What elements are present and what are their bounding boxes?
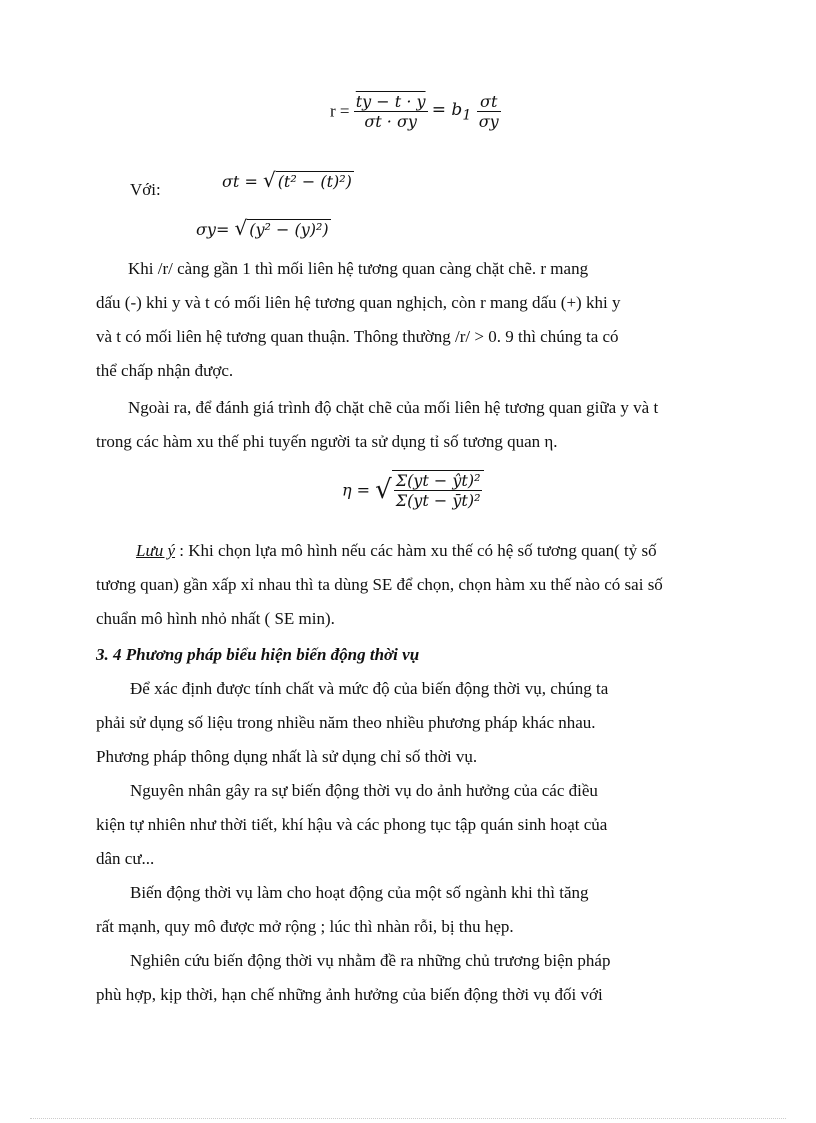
formula-eta-lhs: η =	[342, 480, 371, 500]
formula-sigma-t: σt = √ (t² − (t)²)	[222, 168, 352, 192]
formula-r-numerator: ty − t · y	[355, 92, 426, 111]
formula-r-rhs	[431, 99, 477, 124]
voi-label: Với:	[130, 180, 161, 199]
para6-line-1: Nghiên cứu biến động thời vụ nhằm đề ra những chủ trương biện pháp	[130, 951, 611, 970]
formula-r-fraction	[354, 92, 428, 131]
note-line-1	[136, 541, 657, 561]
para4-line-1: Nguyên nhân gây ra sự biến động thời vụ do ảnh hưởng của các điều	[130, 781, 598, 800]
para1-line-4: thể chấp nhận được.	[96, 361, 234, 380]
formula-r-rhs-denominator: σy	[478, 112, 499, 131]
sigma-t-radicand: (t² − (t)²)	[277, 172, 352, 191]
sigma-y-lhs: σy=	[196, 220, 230, 239]
formula-r-rhs-numerator: σt	[477, 92, 501, 112]
formula-r-rhs-prefix: = b	[431, 99, 463, 120]
para2-line-2: trong các hàm xu thế phi tuyến người ta sử dụng tỉ số tương quan η.	[96, 432, 558, 451]
para5-line-2: rất mạnh, quy mô được mở rộng ; lúc thì nhàn rỗi, bị thu hẹp.	[96, 917, 514, 936]
formula-eta-numerator: Σ(yt − ŷt)²	[395, 471, 481, 490]
formula-r-denominator: σt · σy	[364, 112, 417, 131]
note-text: : Khi chọn lựa mô hình nếu các hàm xu thế có hệ số tương quan( tỷ số	[179, 541, 657, 560]
para2-line-1: Ngoài ra, để đánh giá trình độ chặt chẽ của mối liên hệ tương quan giữa y và t	[128, 398, 659, 417]
sigma-t-lhs: σt =	[222, 172, 258, 191]
note-line-3: chuẩn mô hình nhỏ nhất ( SE min).	[96, 609, 335, 628]
para6-line-2: phù hợp, kịp thời, hạn chế những ảnh hưởng của biến động thời vụ đối với	[96, 985, 603, 1004]
formula-eta: η = √ $\frac{\text{Σ(yt − ŷt)²}}{\text{Σ(yt − ȳt)²}}$	[342, 470, 484, 510]
note-line-2: tương quan) gần xấp xỉ nhau thì ta dùng SE để chọn, chọn hàm xu thế nào có sai số	[96, 575, 663, 594]
formula-r	[330, 92, 501, 131]
para3-line-1: Để xác định được tính chất và mức độ của biến động thời vụ, chúng ta	[130, 679, 609, 698]
formula-eta-fraction	[392, 470, 485, 510]
section-heading: 3. 4 Phương pháp biểu hiện biến động thời vụ	[96, 645, 420, 664]
formula-r-rhs-sub: 1	[462, 107, 472, 124]
page-bottom-divider	[30, 1118, 786, 1119]
formula-r-rhs-fraction	[477, 92, 501, 131]
para3-line-3: Phương pháp thông dụng nhất là sử dụng chỉ số thời vụ.	[96, 747, 478, 766]
sigma-y-radicand: (y² − (y)²)	[249, 220, 329, 239]
para4-line-2: kiện tự nhiên như thời tiết, khí hậu và các phong tục tập quán sinh hoạt của	[96, 815, 608, 834]
para1-line-2: dấu (-) khi y và t có mối liên hệ tương quan nghịch, còn r mang dấu (+) khi y	[96, 293, 621, 312]
para1-line-3: và t có mối liên hệ tương quan thuận. Thông thường /r/ > 0. 9 thì chúng ta có	[96, 327, 619, 346]
note-label: Lưu ý	[136, 541, 176, 560]
para1-line-1: Khi /r/ càng gần 1 thì mối liên hệ tương quan càng chặt chẽ. r mang	[128, 259, 589, 278]
para3-line-2: phải sử dụng số liệu trong nhiều năm theo nhiều phương pháp khác nhau.	[96, 713, 596, 732]
formula-eta-denominator: Σ(yt − ȳt)²	[395, 491, 481, 510]
para5-line-1: Biến động thời vụ làm cho hoạt động của một số ngành khi thì tăng	[130, 883, 589, 902]
formula-sigma-y: σy= √ (y² − (y)²)	[196, 216, 329, 240]
para4-line-3: dân cư...	[96, 849, 155, 868]
formula-r-lhs: r =	[330, 101, 350, 121]
